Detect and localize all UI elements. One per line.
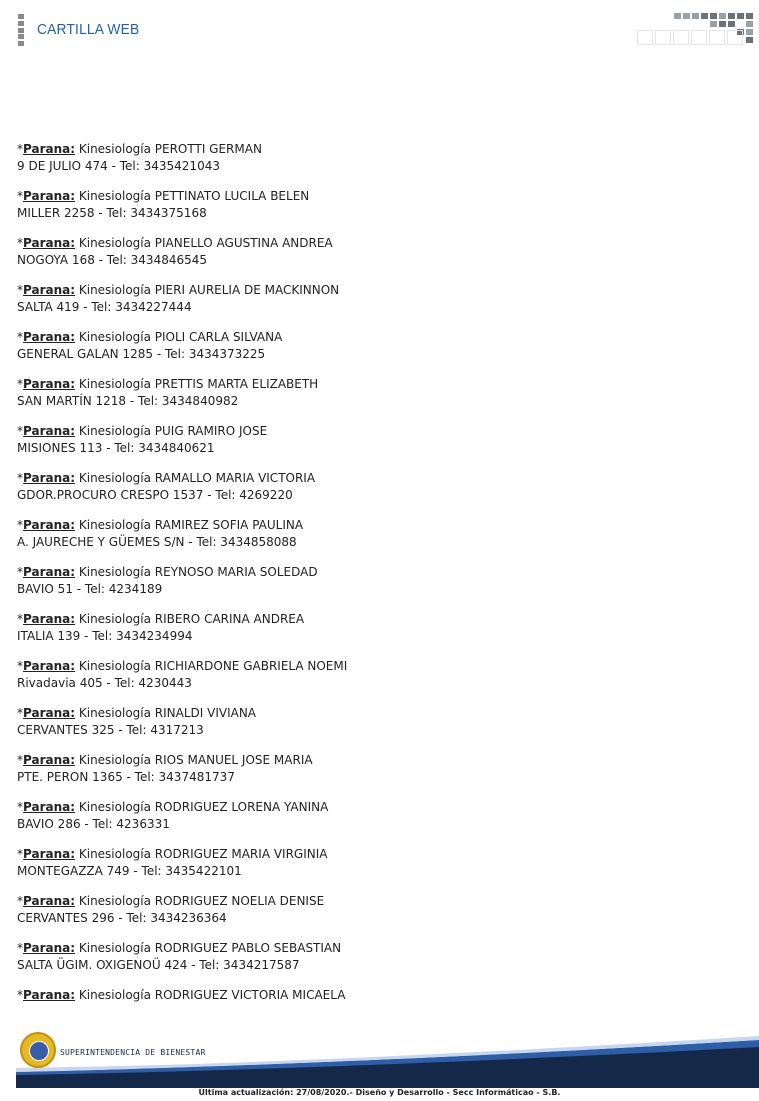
provider-heading: *Parana: Kinesiología RIBERO CARINA ANDREA <box>17 612 305 626</box>
provider-name: Kinesiología PIOLI CARLA SILVANA <box>78 330 283 344</box>
provider-heading: *Parana: Kinesiología PIOLI CARLA SILVANA <box>17 330 283 344</box>
provider-address: 9 DE JULIO 474 - Tel: 3435421043 <box>17 159 220 173</box>
provider-name: Kinesiología PIERI AURELIA DE MACKINNON <box>78 283 340 297</box>
provider-city: Parana: <box>23 753 76 767</box>
provider-heading: *Parana: Kinesiología RIOS MANUEL JOSE MARIA <box>17 753 313 767</box>
provider-heading: *Parana: Kinesiología PUIG RAMIRO JOSE <box>17 424 268 438</box>
provider-address: NOGOYA 168 - Tel: 3434846545 <box>17 253 208 267</box>
provider-entry <box>17 188 577 222</box>
provider-address: BAVIO 51 - Tel: 4234189 <box>17 582 163 596</box>
provider-city: Parana: <box>23 659 76 673</box>
provider-name: Kinesiología RODRIGUEZ MARIA VIRGINIA <box>78 847 328 861</box>
provider-heading: *Parana: Kinesiología RINALDI VIVIANA <box>17 706 257 720</box>
provider-city: Parana: <box>23 941 76 955</box>
provider-city: Parana: <box>23 189 76 203</box>
provider-list <box>17 141 577 1017</box>
provider-entry <box>17 235 577 269</box>
provider-city: Parana: <box>23 236 76 250</box>
provider-entry <box>17 329 577 363</box>
provider-name: Kinesiología PIANELLO AGUSTINA ANDREA <box>78 236 333 250</box>
provider-heading: *Parana: Kinesiología RODRIGUEZ NOELIA DENISE <box>17 894 325 908</box>
provider-entry <box>17 940 577 974</box>
seal-logo <box>20 1032 56 1068</box>
provider-heading: *Parana: Kinesiología RODRIGUEZ VICTORIA MICAELA <box>17 988 346 1002</box>
provider-name: Kinesiología RAMIREZ SOFIA PAULINA <box>78 518 304 532</box>
provider-heading: *Parana: Kinesiología PRETTIS MARTA ELIZABETH <box>17 377 319 391</box>
provider-heading: *Parana: Kinesiología RAMALLO MARIA VICTORIA <box>17 471 316 485</box>
provider-address: BAVIO 286 - Tel: 4236331 <box>17 817 170 831</box>
provider-city: Parana: <box>23 988 76 1002</box>
provider-name: Kinesiología RODRIGUEZ VICTORIA MICAELA <box>78 988 346 1002</box>
provider-address: MILLER 2258 - Tel: 3434375168 <box>17 206 207 220</box>
provider-heading: *Parana: Kinesiología RODRIGUEZ PABLO SEBASTIAN <box>17 941 342 955</box>
provider-city: Parana: <box>23 706 76 720</box>
header-decoration <box>634 10 759 48</box>
provider-entry <box>17 517 577 551</box>
provider-entry <box>17 987 577 1004</box>
provider-entry <box>17 611 577 645</box>
provider-address: SAN MARTÍN 1218 - Tel: 3434840982 <box>17 394 239 408</box>
provider-address: MONTEGAZZA 749 - Tel: 3435422101 <box>17 864 242 878</box>
provider-entry <box>17 141 577 175</box>
provider-name: Kinesiología RAMALLO MARIA VICTORIA <box>78 471 316 485</box>
provider-address: SALTA 419 - Tel: 3434227444 <box>17 300 192 314</box>
provider-heading: *Parana: Kinesiología PETTINATO LUCILA BELEN <box>17 189 310 203</box>
provider-heading: *Parana: Kinesiología RICHIARDONE GABRIELA NOEMI <box>17 659 348 673</box>
provider-name: Kinesiología RICHIARDONE GABRIELA NOEMI <box>78 659 348 673</box>
provider-city: Parana: <box>23 424 76 438</box>
provider-entry <box>17 846 577 880</box>
provider-name: Kinesiología PUIG RAMIRO JOSE <box>78 424 268 438</box>
organization-name: SUPERINTENDENCIA DE BIENESTAR <box>60 1048 206 1057</box>
provider-name: Kinesiología RINALDI VIVIANA <box>78 706 257 720</box>
provider-address: SALTA ÜGIM. OXIGENOÜ 424 - Tel: 3434217587 <box>17 958 300 972</box>
provider-heading: *Parana: Kinesiología RAMIREZ SOFIA PAULINA <box>17 518 304 532</box>
provider-entry <box>17 282 577 316</box>
provider-city: Parana: <box>23 283 76 297</box>
provider-city: Parana: <box>23 894 76 908</box>
provider-name: Kinesiología REYNOSO MARIA SOLEDAD <box>78 565 318 579</box>
provider-heading: *Parana: Kinesiología PEROTTI GERMAN <box>17 142 262 156</box>
provider-heading: *Parana: Kinesiología PIANELLO AGUSTINA ANDREA <box>17 236 333 250</box>
provider-name: Kinesiología PEROTTI GERMAN <box>78 142 262 156</box>
provider-entry <box>17 423 577 457</box>
provider-address: CERVANTES 325 - Tel: 4317213 <box>17 723 204 737</box>
provider-city: Parana: <box>23 847 76 861</box>
provider-address: GDOR.PROCURO CRESPO 1537 - Tel: 4269220 <box>17 488 293 502</box>
last-update-note: Última actualización: 27/08/2020.- Diseño y Desarrollo - Secc Informáticao - S.B. <box>198 1088 561 1097</box>
provider-entry <box>17 799 577 833</box>
provider-entry <box>17 752 577 786</box>
provider-address: PTE. PERON 1365 - Tel: 3437481737 <box>17 770 235 784</box>
provider-entry <box>17 376 577 410</box>
provider-name: Kinesiología RIOS MANUEL JOSE MARIA <box>78 753 313 767</box>
provider-heading: *Parana: Kinesiología RODRIGUEZ MARIA VIRGINIA <box>17 847 328 861</box>
page-title: CARTILLA WEB <box>37 21 140 38</box>
provider-address: CERVANTES 296 - Tel: 3434236364 <box>17 911 227 925</box>
footer-band <box>0 1028 759 1088</box>
provider-city: Parana: <box>23 518 76 532</box>
provider-city: Parana: <box>23 142 76 156</box>
provider-name: Kinesiología RODRIGUEZ LORENA YANINA <box>78 800 329 814</box>
provider-city: Parana: <box>23 471 76 485</box>
provider-address: ITALIA 139 - Tel: 3434234994 <box>17 629 193 643</box>
provider-city: Parana: <box>23 565 76 579</box>
header-accent-bars <box>18 14 24 46</box>
provider-name: Kinesiología RODRIGUEZ PABLO SEBASTIAN <box>78 941 342 955</box>
provider-name: Kinesiología PETTINATO LUCILA BELEN <box>78 189 310 203</box>
provider-city: Parana: <box>23 612 76 626</box>
provider-entry <box>17 705 577 739</box>
provider-entry <box>17 470 577 504</box>
provider-city: Parana: <box>23 377 76 391</box>
provider-heading: *Parana: Kinesiología REYNOSO MARIA SOLEDAD <box>17 565 318 579</box>
provider-entry <box>17 893 577 927</box>
provider-name: Kinesiología PRETTIS MARTA ELIZABETH <box>78 377 319 391</box>
seal-emblem <box>29 1041 49 1061</box>
provider-entry <box>17 658 577 692</box>
provider-address: Rivadavia 405 - Tel: 4230443 <box>17 676 192 690</box>
provider-heading: *Parana: Kinesiología RODRIGUEZ LORENA YANINA <box>17 800 329 814</box>
provider-heading: *Parana: Kinesiología PIERI AURELIA DE MACKINNON <box>17 283 340 297</box>
provider-address: MISIONES 113 - Tel: 3434840621 <box>17 441 215 455</box>
provider-city: Parana: <box>23 800 76 814</box>
provider-address: A. JAURECHE Y GÜEMES S/N - Tel: 3434858088 <box>17 535 297 549</box>
provider-entry <box>17 564 577 598</box>
provider-name: Kinesiología RODRIGUEZ NOELIA DENISE <box>78 894 325 908</box>
provider-name: Kinesiología RIBERO CARINA ANDREA <box>78 612 305 626</box>
provider-city: Parana: <box>23 330 76 344</box>
provider-address: GENERAL GALAN 1285 - Tel: 3434373225 <box>17 347 266 361</box>
